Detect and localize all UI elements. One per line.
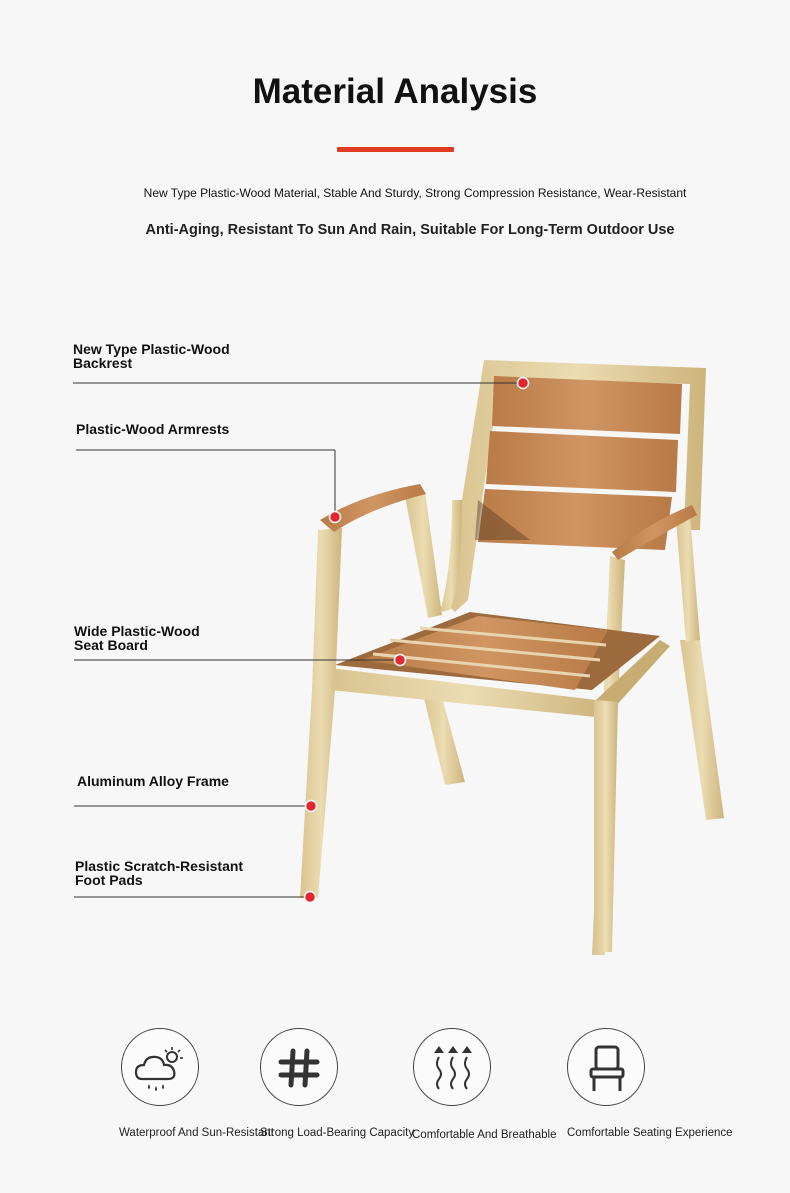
callout-seat-line1: Wide Plastic-Wood: [74, 623, 200, 639]
callout-frame: [77, 774, 229, 788]
feature-label-seating: Comfortable Seating Experience: [567, 1127, 733, 1139]
feature-label-waterproof: Waterproof And Sun-Resistant: [119, 1127, 274, 1139]
callout-backrest: [73, 342, 230, 370]
feature-label-breathable: Comfortable And Breathable: [412, 1129, 557, 1141]
callout-seat-line2: Seat Board: [74, 637, 148, 653]
feature-label-load-bearing: Strong Load-Bearing Capacity: [260, 1127, 415, 1139]
chair-icon: [567, 1028, 645, 1106]
subtitle-line-1: New Type Plastic-Wood Material, Stable And Sturdy, Strong Compression Resistance, Wear-Resistant: [143, 186, 687, 200]
callout-frame-line1: Aluminum Alloy Frame: [77, 773, 229, 789]
callout-foot-pads: [75, 859, 243, 887]
airflow-arrows-icon: [413, 1028, 491, 1106]
callout-backrest-line1: New Type Plastic-Wood: [73, 341, 230, 357]
hash-grid-icon: [260, 1028, 338, 1106]
callout-backrest-line2: Backrest: [73, 355, 133, 371]
subtitle-line-2: Anti-Aging, Resistant To Sun And Rain, Suitable For Long-Term Outdoor Use: [145, 222, 675, 238]
callout-foot-line2: Foot Pads: [75, 872, 143, 888]
cloud-sun-rain-icon: [121, 1028, 199, 1106]
callout-armrests: [76, 422, 229, 436]
callout-armrests-line1: Plastic-Wood Armrests: [76, 421, 230, 437]
page-title: Material Analysis: [252, 72, 538, 111]
callout-foot-line1: Plastic Scratch-Resistant: [75, 858, 244, 874]
callout-seat-board: [74, 624, 200, 652]
